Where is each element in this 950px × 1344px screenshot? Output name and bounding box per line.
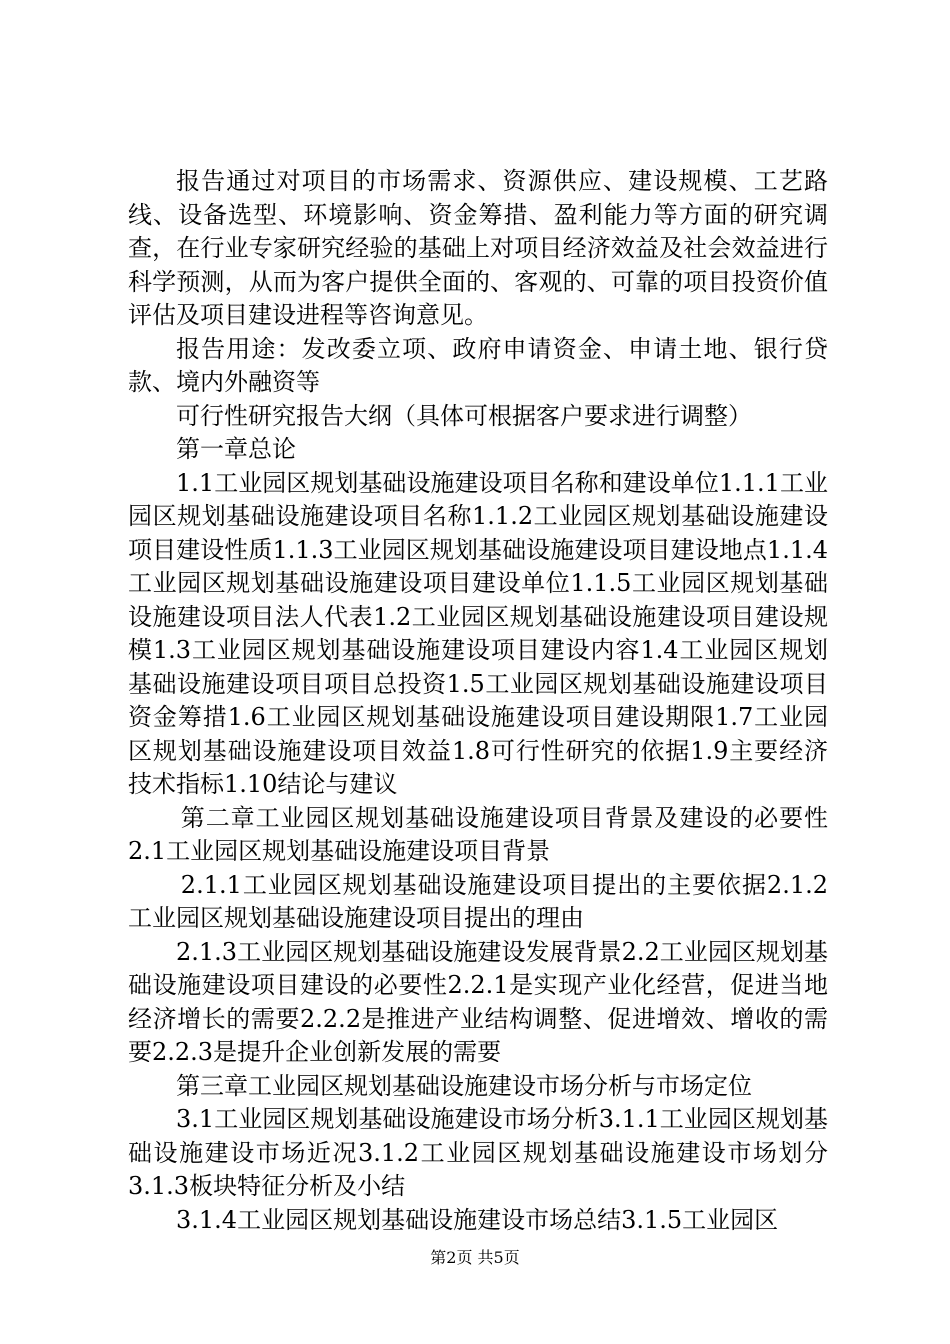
paragraph-outline-title: 可行性研究报告大纲（具体可根据客户要求进行调整） [176,401,752,430]
paragraph-chapter-2-title: 第二章工业园区规划基础设施建设项目背景及建设的必要性2.1工业园区规划基础设施建设项目背景 [128,803,828,865]
paragraph-chapter-3-items-b: 3.1.4工业园区规划基础设施建设市场总结3.1.5工业园区 [176,1205,779,1234]
paragraph-chapter-1-title: 第一章总论 [176,435,296,463]
paragraph-chapter-1-items: 1.1工业园区规划基础设施建设项目名称和建设单位1.1.1工业园区规划基础设施建设项目名称1.1.2工业园区规划基础设施建设项目建设性质1.1.3工业园区规划基础设施建设项目建设地点1.1.4工业园区规划基础设施建设项目建设单位1.1.5工业园区规划基础设施建设项目法人代表1.2工业园区规划基础设施建设项目建设规模1.3工业园区规划基础设施建设项目建设内容1.4工业园区规划基础设施建设项目项目总投资1.5工业园区规划基础设施建设项目资金筹措1.6工业园区规划基础设施建设项目建设期限1.7工业园区规划基础设施建设项目效益1.8可行性研究的依据1.9主要经济技术指标1.10结论与建议 [128,468,828,798]
paragraph-chapter-3-items-a: 3.1工业园区规划基础设施建设市场分析3.1.1工业园区规划基础设施建设市场近况3.1.2工业园区规划基础设施建设市场划分3.1.3板块特征分析及小结 [128,1105,828,1200]
page-footer [0,1245,950,1268]
paragraph-chapter-2-items-b: 2.1.3工业园区规划基础设施建设发展背景2.2工业园区规划基础设施建设项目建设的必要性2.2.1是实现产业化经营，促进当地经济增长的需要2.2.2是推进产业结构调整、促进增效、增收的需要2.2.3是提升企业创新发展的需要 [128,937,828,1066]
paragraph-report-usage: 报告用途：发改委立项、政府申请资金、申请土地、银行贷款、境内外融资等 [128,334,828,396]
paragraph-chapter-3-title: 第三章工业园区规划基础设施建设市场分析与市场定位 [176,1071,752,1100]
paragraph-report-intro: 报告通过对项目的市场需求、资源供应、建设规模、工艺路线、设备选型、环境影响、资金筹措、盈利能力等方面的研究调查，在行业专家研究经验的基础上对项目经济效益及社会效益进行科学预测，从而为客户提供全面的、客观的、可靠的项目投资价值评估及项目建设进程等咨询意见。 [128,167,828,329]
page-number-label: 第2页 共5页 [430,1248,520,1267]
paragraph-chapter-2-items-a: 2.1.1工业园区规划基础设施建设项目提出的主要依据2.1.2工业园区规划基础设施建设项目提出的理由 [128,870,828,932]
document-body [128,165,828,1237]
